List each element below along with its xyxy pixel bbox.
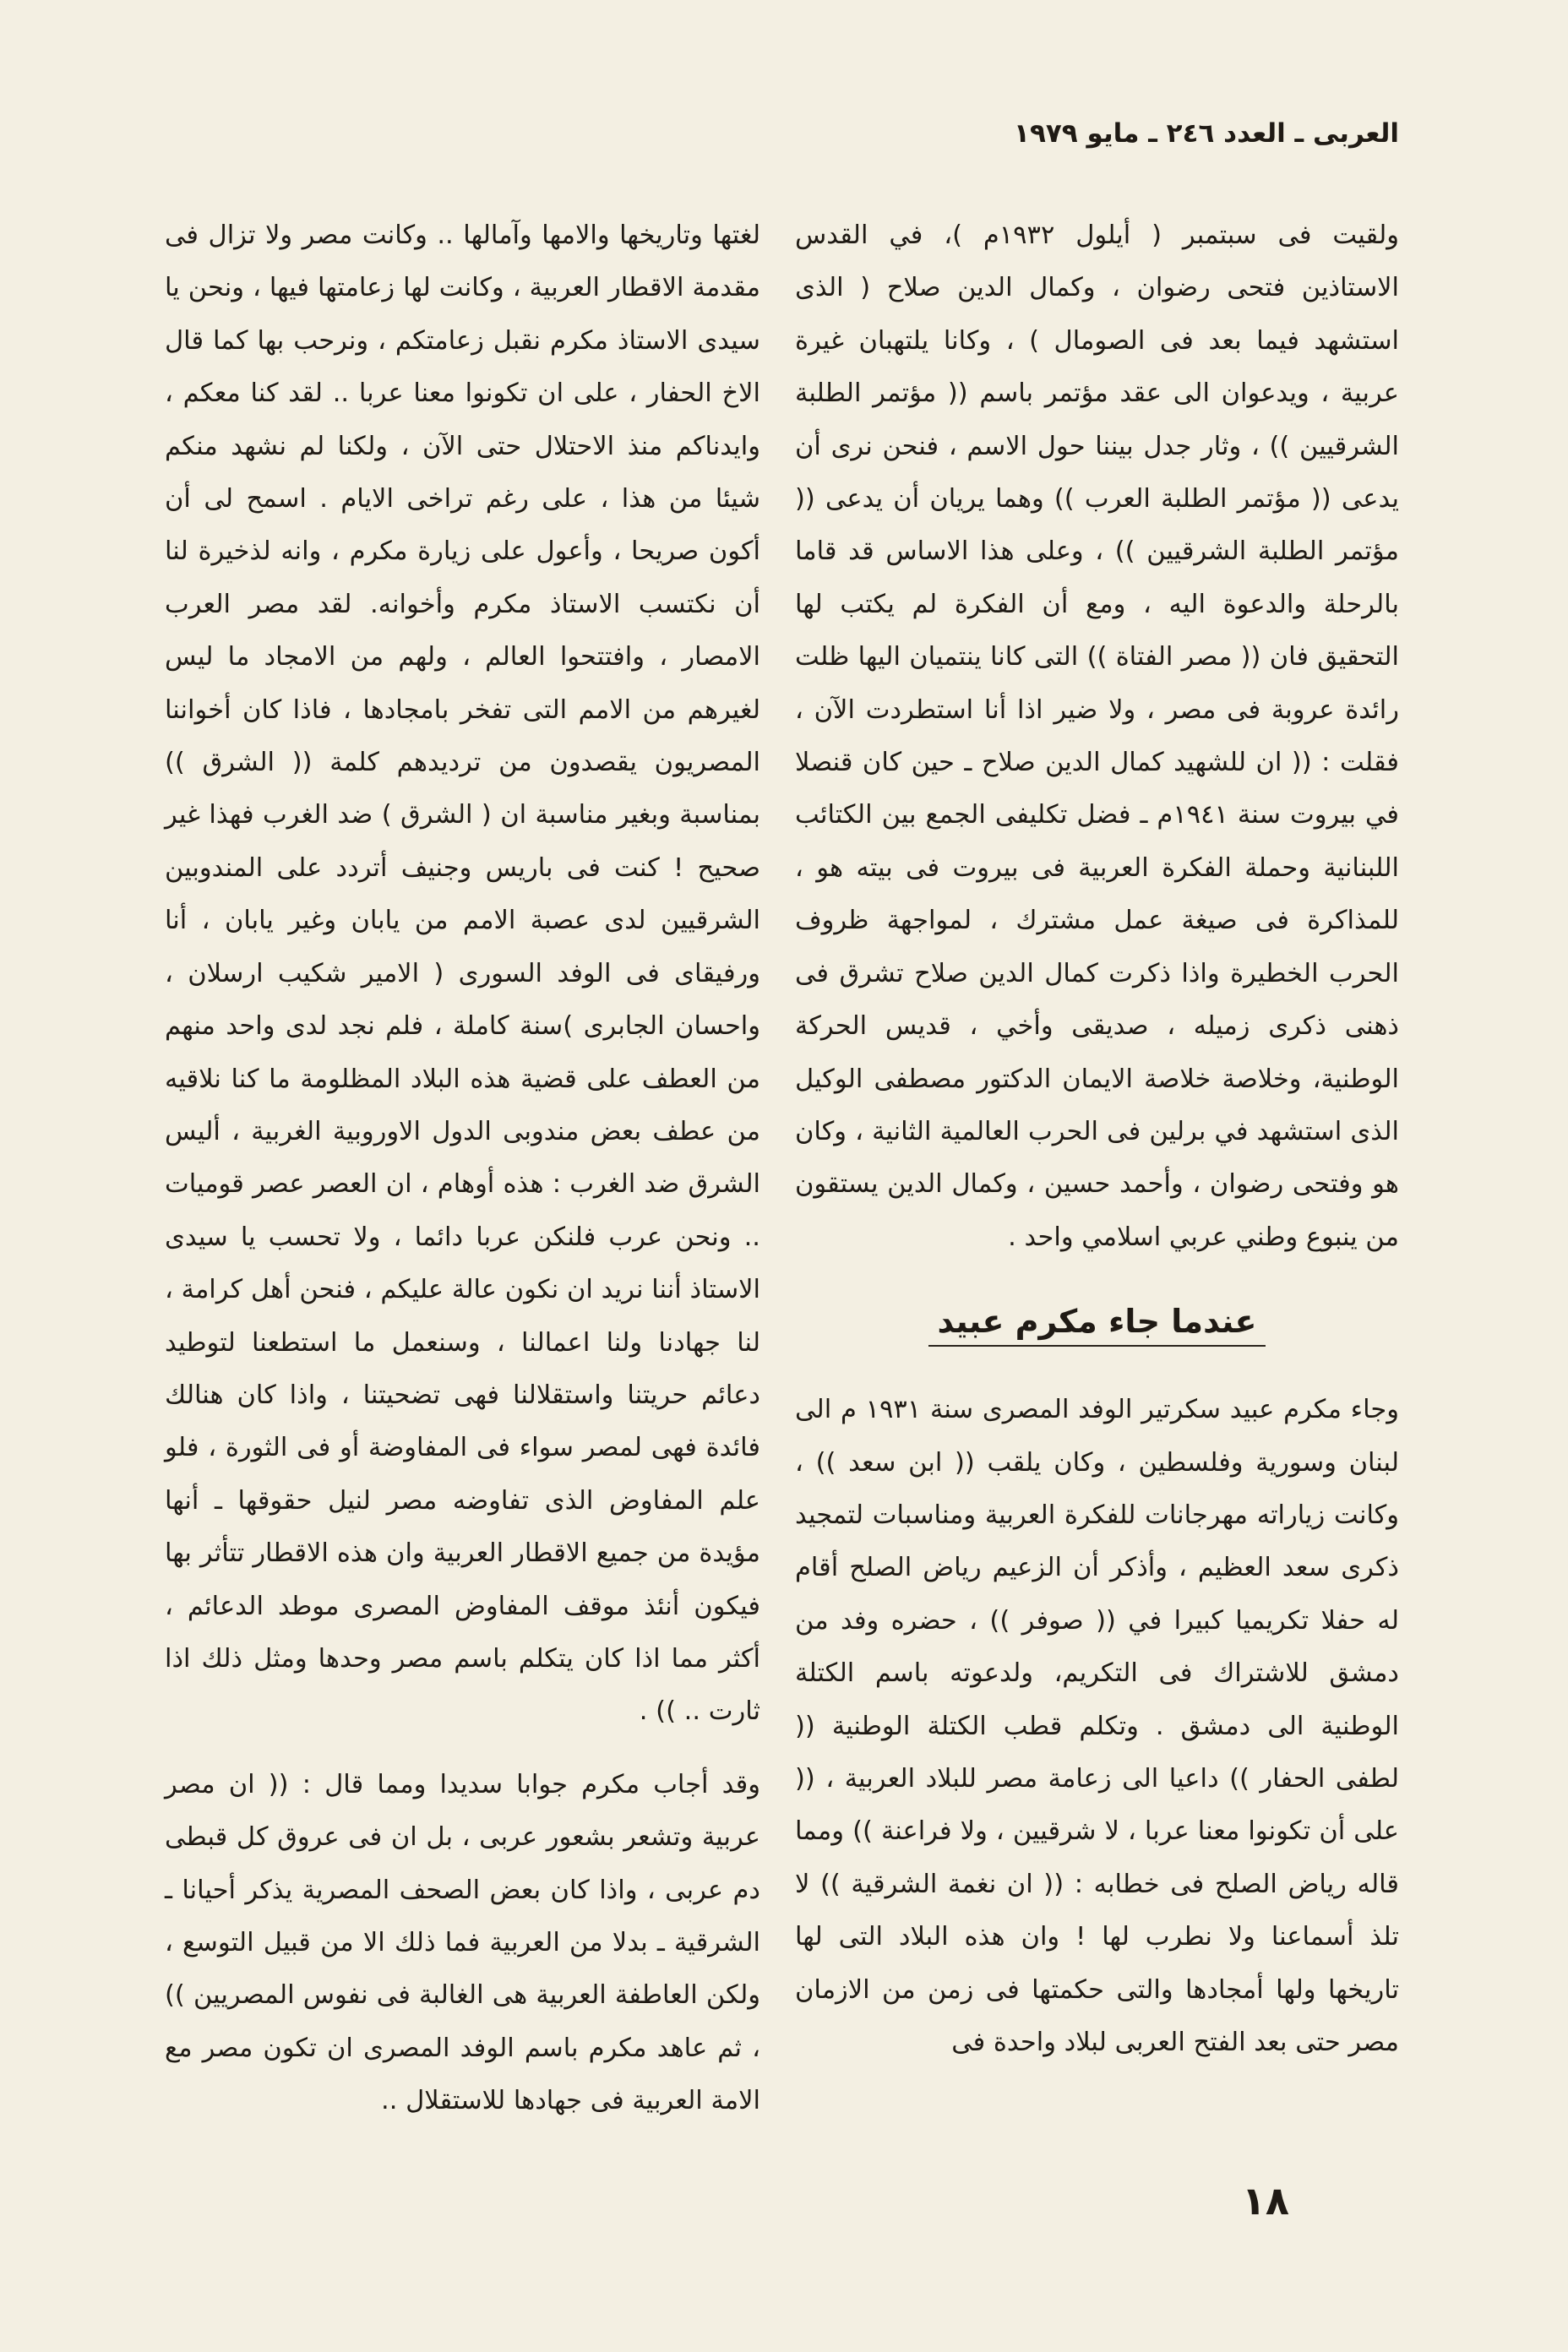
right-column (795, 210, 1399, 2069)
body-paragraph: وجاء مكرم عبيد سكرتير الوفد المصرى سنة ١٩٣١ م الى لبنان وسورية وفلسطين ، وكان يلقب (( ابن سعد )) ، وكانت زياراته مهرجانات للفكرة العربية ومناسبات لتمجيد ذكرى سعد العظيم ، وأذكر أن الزعيم رياض الصلح أقام له حفلا تكريميا كبيرا في (( صوفر )) ، حضره وفد من دمشق للاشتراك فى التكريم، ولدعوته باسم الكتلة الوطنية الى دمشق . وتكلم قطب الكتلة الوطنية (( لطفى الحفار )) داعيا الى زعامة مصر للبلاد العربية ، (( على أن تكونوا معنا عربا ، لا شرقيين ، ولا فراعنة )) ومما قاله رياض الصلح فى خطابه : (( ان نغمة الشرقية )) لا تلذ أسماعنا ولا نطرب لها ! وان هذه البلاد التى لها تاريخها ولها أمجادها والتى حكمتها فى زمن من الازمان مصر حتى بعد الفتح العربى لبلاد واحدة فى (795, 1395, 1399, 2057)
body-paragraph: وقد أجاب مكرم جوابا سديدا ومما قال : (( ان مصر عربية وتشعر بشعور عربى ، بل ان فى عروق كل قبطى دم عربى ، واذا كان بعض الصحف المصرية يذكر أحيانا ـ الشرقية ـ بدلا من العربية فما ذلك الا من قبيل التوسع ، ولكن العاطفة العربية هى الغالبة فى نفوس المصريين )) ، ثم عاهد مكرم باسم الوفد المصرى ان تكون مصر مع الامة العربية فى جهادها للاستقلال .. (165, 1769, 760, 2116)
section-heading (795, 1296, 1399, 1347)
running-header: العربى ـ العدد ٢٤٦ ـ مايو ١٩٧٩ (1014, 118, 1399, 149)
page-number: ١٨ (1241, 2178, 1289, 2224)
body-paragraph: ولقيت فى سبتمبر ( أيلول ١٩٣٢م )، في القدس الاستاذين فتحى رضوان ، وكمال الدين صلاح ( الذى استشهد فيما بعد فى الصومال ) ، وكانا يلتهبان غيرة عربية ، ويدعوان الى عقد مؤتمر باسم (( مؤتمر الطلبة الشرقيين )) ، وثار جدل بيننا حول الاسم ، فنحن نرى أن يدعى (( مؤتمر الطلبة العرب )) وهما يريان أن يدعى (( مؤتمر الطلبة الشرقيين )) ، وعلى هذا الاساس قد قاما بالرحلة والدعوة اليه ، ومع أن الفكرة لم يكتب لها التحقيق فان (( مصر الفتاة )) التى كانا ينتميان اليها ظلت رائدة عروبة فى مصر ، ولا ضير اذا أنا استطردت الآن ، فقلت : (( ان للشهيد كمال الدين صلاح ـ حين كان قنصلا في بيروت سنة ١٩٤١م ـ فضل تكليفى الجمع بين الكتائب اللبنانية وحملة الفكرة العربية فى بيروت فى بيته هو ، للمذاكرة فى صيغة عمل مشترك ، لمواجهة ظروف الحرب الخطيرة واذا ذكرت كمال الدين صلاح تشرق فى ذهنى ذكرى زميله ، صديقى وأخي ، قديس الحركة الوطنية، وخلاصة خلاصة الايمان الدكتور مصطفى الوكيل الذى استشهد في برلين فى الحرب العالمية الثانية ، وكان هو وفتحى رضوان ، وأحمد حسين ، وكمال الدين يستقون من ينبوع وطني عربي اسلامي واحد . (795, 220, 1399, 1252)
left-column (165, 210, 760, 2128)
section-heading-text: عندما جاء مكرم عبيد (928, 1303, 1265, 1347)
body-paragraph: لغتها وتاريخها والامها وآمالها .. وكانت مصر ولا تزال فى مقدمة الاقطار العربية ، وكانت لها زعامتها فيها ، ونحن يا سيدى الاستاذ مكرم نقبل زعامتكم ، ونرحب بها كما قال الاخ الحفار ، على ان تكونوا معنا عربا .. لقد كنا معكم ، وايدناكم منذ الاحتلال حتى الآن ، ولكنا لم نشهد منكم شيئا من هذا ، على رغم تراخى الايام . اسمح لى أن أكون صريحا ، وأعول على زيارة مكرم ، وانه لذخيرة لنا أن نكتسب الاستاذ مكرم وأخوانه. لقد مصر العرب الامصار ، وافتتحوا العالم ، ولهم من الامجاد ما ليس لغيرهم من الامم التى تفخر بامجادها ، فاذا كان أخواننا المصريون يقصدون من ترديدهم كلمة (( الشرق )) بمناسبة وبغير مناسبة ان ( الشرق ) ضد الغرب فهذا غير صحيح ! كنت فى باريس وجنيف أتردد على المندوبين الشرقيين لدى عصبة الامم من يابان وغير يابان ، أنا ورفيقاى فى الوفد السورى ( الامير شكيب ارسلان ، واحسان الجابرى )سنة كاملة ، فلم نجد لدى واحد منهم من العطف على قضية هذه البلاد المظلومة ما كنا نلاقيه من عطف بعض مندوبى الدول الاوروبية الغربية ، أليس الشرق ضد الغرب : هذه أوهام ، ان العصر عصر قوميات .. ونحن عرب فلنكن عربا دائما ، ولا تحسب يا سيدى الاستاذ أننا نريد ان نكون عالة عليكم ، فنحن أهل كرامة ، لنا جهادنا ولنا اعمالنا ، وسنعمل ما استطعنا لتوطيد دعائم حريتنا واستقلالنا فهى تضحيتنا ، واذا كان هنالك فائدة فهى لمصر سواء فى المفاوضة أو فى الثورة ، فلو علم المفاوض الذى تفاوضه مصر لنيل حقوقها ـ أنها مؤيدة من جميع الاقطار العربية وان هذه الاقطار تتأثر بها فيكون أنئذ موقف المفاوض المصرى موطد الدعائم ، أكثر مما اذا كان يتكلم باسم مصر وحدها ومثل ذلك اذا ثارت .. )) . (165, 220, 760, 1727)
